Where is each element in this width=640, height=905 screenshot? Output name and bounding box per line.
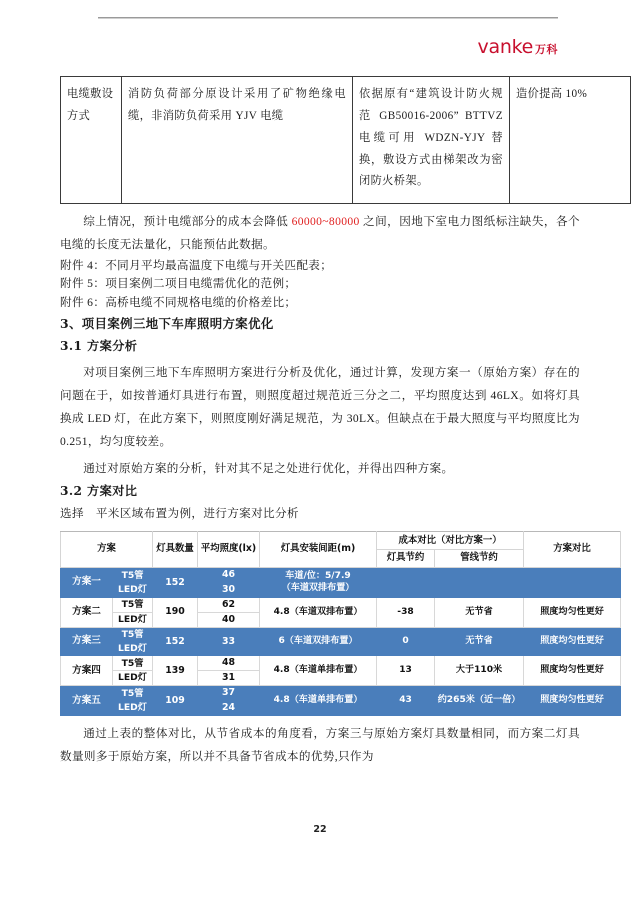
cell-note: 照度均匀性更好: [524, 627, 621, 656]
summary-text-before: 综上情况，预计电缆部分的成本会降低: [83, 215, 292, 229]
page-header: [60, 0, 580, 72]
cell-plan: 方案三: [61, 627, 113, 656]
attachment-item-5: 附件 5：项目案例二项目电缆需优化的范例；: [60, 277, 297, 291]
cell-lux: [198, 597, 260, 627]
cell-cost-lamp: 13: [377, 656, 435, 686]
header-cost-pipe: 管线节约: [435, 550, 524, 568]
lamp-type-b: LED灯: [118, 672, 147, 684]
table-row: [61, 77, 631, 204]
lux-value-b: 31: [221, 672, 236, 684]
cell-lux: [198, 627, 260, 656]
header-cost-lamp: 灯具节约: [377, 550, 435, 568]
header-note: 方案对比: [524, 531, 621, 568]
lux-value-b: 40: [221, 613, 236, 625]
cell-cost-pipe: 约265米（近一倍）: [435, 686, 524, 716]
cell-lamp-types: [113, 627, 153, 656]
cell-quantity: 152: [153, 627, 198, 656]
cell-plan: 方案一: [61, 568, 113, 598]
summary-text-after: 之间，因地下室电力图纸标注缺失，各个电缆的长度无法量化，只能预估此数据。: [60, 215, 580, 252]
cell-lux: [198, 568, 260, 598]
cell-cost-pipe: 大于110米: [435, 656, 524, 686]
cable-method-table: [60, 76, 631, 204]
cell-label: 电缆敷设方式: [61, 77, 122, 204]
table-row: [61, 568, 621, 598]
lamp-type-a: T5管: [113, 687, 152, 701]
lux-value-b: 30: [221, 583, 236, 595]
heading-section-3-1: 3.1 方案分析: [60, 339, 138, 354]
cell-quantity: 152: [153, 568, 198, 598]
cell-note: [524, 568, 621, 598]
cell-note: 照度均匀性更好: [524, 656, 621, 686]
cell-lux: [198, 686, 260, 716]
cell-original-design: 消防负荷部分原设计采用了矿物绝缘电缆，非消防负荷采用 YJV 电缆: [122, 77, 353, 204]
cell-basis: 依据原有“建筑设计防火规范 GB50016-2006” BTTVZ 电缆可用 WDZN-YJY 替换，敷设方式由梯架改为密闭防火桥架。: [353, 77, 510, 204]
cell-quantity: 190: [153, 597, 198, 627]
page-number: 22: [313, 824, 327, 835]
header-quantity: 灯具数量: [153, 531, 198, 568]
distance-line-2: （车道双排布置）: [281, 583, 355, 594]
table-row: [61, 656, 621, 686]
cell-lamp-types: [113, 597, 153, 627]
lux-value-b: 24: [221, 702, 236, 714]
cell-distance: [260, 568, 377, 598]
cell-lamp-types: [113, 686, 153, 716]
cell-note: 照度均匀性更好: [524, 686, 621, 716]
heading-section-3-2: 3.2 方案对比: [60, 483, 138, 498]
cell-distance: 4.8（车道单排布置）: [260, 656, 377, 686]
attachment-item-4: 附件 4：不同月平均最高温度下电缆与开关匹配表；: [60, 258, 333, 272]
lux-value-a: 46: [198, 568, 259, 583]
cell-distance: 6（车道双排布置）: [260, 627, 377, 656]
table-header-row-1: [61, 531, 621, 550]
header-plan: 方案: [61, 531, 153, 568]
table-row: [61, 627, 621, 656]
scheme-comparison-table-wrapper: [60, 531, 604, 716]
header-lux: 平均照度(lx): [198, 531, 260, 568]
table-row: [61, 686, 621, 716]
vanke-logo: [478, 38, 558, 57]
cell-quantity: 139: [153, 656, 198, 686]
cell-note: 照度均匀性更好: [524, 597, 621, 627]
cell-lux: [198, 656, 260, 686]
lamp-type-b: LED灯: [118, 583, 147, 595]
cell-cost-pipe: 无节省: [435, 597, 524, 627]
attachment-item-6: 附件 6：高桥电缆不同规格电缆的价格差比；: [60, 296, 297, 310]
lamp-type-b: LED灯: [118, 642, 147, 654]
cell-lamp-types: [113, 568, 153, 598]
lamp-type-a: T5管: [113, 628, 152, 642]
lux-value-a: 37: [198, 686, 259, 701]
lux-value-a: 48: [198, 656, 259, 671]
cell-cost-pipe: 无节省: [435, 627, 524, 656]
header-divider: [98, 17, 558, 19]
cell-effect: 造价提高 10%: [510, 77, 631, 204]
cost-reduction-range: 60000~80000: [291, 215, 360, 229]
cell-cost-lamp: -38: [377, 597, 435, 627]
summary-paragraph: [60, 210, 580, 256]
cell-cost-pipe: [435, 568, 524, 598]
analysis-paragraph-2: 通过对原始方案的分析，针对其不足之处进行优化，并得出四种方案。: [83, 461, 454, 475]
lamp-type-a: T5管: [113, 569, 152, 583]
heading-section-3: 3、项目案例三地下车库照明方案优化: [60, 315, 274, 331]
logo-chinese-text: 万科: [535, 43, 558, 56]
cell-lamp-types: [113, 656, 153, 686]
scheme-comparison-table: [60, 531, 621, 716]
cell-plan: 方案二: [61, 597, 113, 627]
header-cost-group: 成本对比（对比方案一）: [377, 531, 524, 550]
cell-plan: 方案四: [61, 656, 113, 686]
cell-cost-lamp: 0: [377, 627, 435, 656]
cell-distance: 4.8（车道双排布置）: [260, 597, 377, 627]
table-row: [61, 597, 621, 627]
analysis-paragraph-1: 对项目案例三地下车库照明方案进行分析及优化，通过计算，发现方案一（原始方案）存在的问题在于，如按普通灯具进行布置，则照度超过规范近三分之二，平均照度达到 46LX。如将灯具换成 LED 灯，在此方案下，则照度刚好满足规范，为 30LX。但缺点在于最大照度与平均照度比为 0.251，均匀度较差。: [60, 365, 580, 449]
comparison-table-body: [61, 568, 621, 716]
logo-latin-text: vanke: [477, 36, 533, 58]
cell-distance: 4.8（车道单排布置）: [260, 686, 377, 716]
cell-cost-lamp: 43: [377, 686, 435, 716]
lamp-type-b: LED灯: [118, 613, 147, 625]
lux-value-b: 33: [221, 636, 236, 648]
conclusion-paragraph: 通过上表的整体对比，从节省成本的角度看，方案三与原始方案灯具数量相同，而方案二灯具数量则多于原始方案，所以并不具备节省成本的优势,只作为: [60, 726, 580, 764]
header-distance: 灯具安装间距(m): [260, 531, 377, 568]
cell-quantity: 109: [153, 686, 198, 716]
comparison-intro-paragraph: 选择 平米区域布置为例，进行方案对比分析: [60, 507, 299, 521]
cell-cost-lamp: [377, 568, 435, 598]
lamp-type-a: T5管: [113, 657, 152, 671]
lux-value-a: 62: [198, 598, 259, 613]
cell-plan: 方案五: [61, 686, 113, 716]
distance-line-1: 车道/位：5/7.9: [285, 570, 351, 581]
lamp-type-b: LED灯: [118, 702, 147, 714]
lamp-type-a: T5管: [113, 598, 152, 612]
